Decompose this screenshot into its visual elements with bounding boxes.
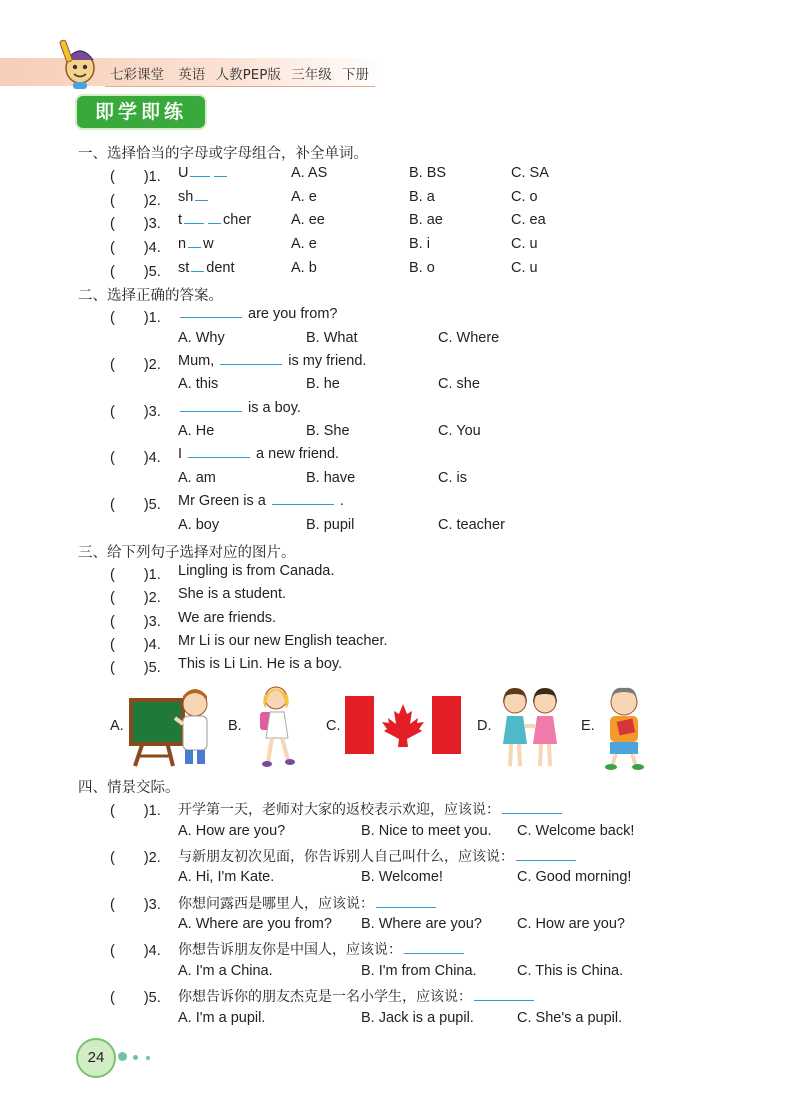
option-a: A. I'm a China. <box>178 962 273 979</box>
option-c: C. is <box>438 469 467 486</box>
answer-paren: ( )1. <box>110 803 161 819</box>
answer-paren: ( )1. <box>110 169 161 185</box>
pic-label-b: B. <box>228 718 242 734</box>
word-stem <box>178 165 229 181</box>
header-subject: 英语 <box>178 67 206 83</box>
option-b: B. Nice to meet you. <box>361 822 492 839</box>
header-series: 七彩课堂 <box>110 67 164 83</box>
word-stem <box>178 260 235 276</box>
answer-paren: ( )5. <box>110 497 161 514</box>
option-c: C. How are you? <box>517 916 625 933</box>
option-c: C. u <box>511 259 538 276</box>
word-part-b: dent <box>206 259 235 276</box>
answer-paren: ( )3. <box>110 403 161 420</box>
answer-blank[interactable] <box>404 952 464 954</box>
answer-paren: ( )2. <box>110 192 161 209</box>
word-part-a: t <box>178 212 183 229</box>
question-post: is a boy. <box>248 399 301 416</box>
question-text <box>178 306 337 322</box>
answer-paren: ( )4. <box>110 240 161 257</box>
option-a: A. am <box>178 469 216 486</box>
option-b: B. i <box>409 236 430 253</box>
question-pre: I <box>178 446 183 463</box>
option-b: B. ae <box>409 212 443 229</box>
answer-blank[interactable] <box>474 999 534 1001</box>
sentence-text: We are friends. <box>178 609 277 626</box>
answer-blank[interactable] <box>516 859 576 861</box>
word-part-a: n <box>178 236 187 253</box>
situation-text <box>178 799 564 819</box>
answer-paren: ( )4. <box>110 636 161 653</box>
option-b: B. Where are you? <box>361 916 482 933</box>
option-c: C. she <box>438 376 480 393</box>
option-b: B. What <box>306 329 358 346</box>
question-post: is my friend. <box>288 352 367 369</box>
situation-text <box>178 846 578 866</box>
option-a: A. b <box>291 259 317 276</box>
pic-label-a: A. <box>110 718 124 734</box>
answer-blank[interactable] <box>220 363 282 365</box>
section2-title: 二、选择正确的答案。 <box>78 288 223 304</box>
question-post: are you from? <box>248 306 338 322</box>
answer-blank[interactable] <box>272 503 334 505</box>
option-c: C. Where <box>438 329 500 346</box>
pic-label-d: D. <box>477 718 492 734</box>
section3-title: 三、给下列句子选择对应的图片。 <box>78 545 296 561</box>
footer-dot <box>133 1055 138 1060</box>
option-a: A. e <box>291 236 317 253</box>
answer-blank[interactable] <box>502 812 562 814</box>
option-a: A. Hi, I'm Kate. <box>178 869 275 886</box>
situation-question: 与新朋友初次见面，你告诉别人自己叫什么，应该说： <box>178 848 514 865</box>
option-a: A. Where are you from? <box>178 916 332 933</box>
answer-paren: ( )5. <box>110 263 161 280</box>
pic-label-e: E. <box>581 718 595 734</box>
word-part-a: U <box>178 165 189 181</box>
letter-blank[interactable] <box>190 175 210 177</box>
page-number: 24 <box>76 1038 116 1078</box>
header-rule <box>105 86 375 87</box>
practice-badge: 即学即练 <box>77 96 205 128</box>
situation-question: 你想问露西是哪里人，应该说： <box>178 895 374 912</box>
answer-paren: ( )3. <box>110 613 161 630</box>
option-c: C. ea <box>511 212 546 229</box>
letter-blank[interactable] <box>184 222 204 224</box>
word-part-b: cher <box>223 212 252 229</box>
option-c: C. This is China. <box>517 962 624 979</box>
option-a: A. He <box>178 423 215 440</box>
option-a: A. boy <box>178 516 220 533</box>
footer-dot <box>118 1052 127 1061</box>
option-b: B. pupil <box>306 516 355 533</box>
sentence-text: Mr Li is our new English teacher. <box>178 632 388 649</box>
option-c: C. She's a pupil. <box>517 1009 623 1026</box>
option-c: C. Good morning! <box>517 869 632 886</box>
question-text <box>178 353 366 369</box>
option-b: B. have <box>306 469 356 486</box>
pic-label-c: C. <box>326 718 341 734</box>
option-c: C. teacher <box>438 516 505 533</box>
answer-paren: ( )4. <box>110 943 161 960</box>
option-b: B. he <box>306 376 340 393</box>
header-volume: 下册 <box>342 67 369 83</box>
answer-blank[interactable] <box>180 316 242 318</box>
option-a: A. I'm a pupil. <box>178 1009 266 1026</box>
answer-paren: ( )2. <box>110 590 161 607</box>
option-a: A. Why <box>178 329 225 346</box>
sentence-text: This is Li Lin. He is a boy. <box>178 656 343 673</box>
header-grade: 三年级 <box>291 67 332 83</box>
header-edition: 人教PEP版 <box>215 67 281 83</box>
option-b: B. BS <box>409 165 447 181</box>
option-c: C. SA <box>511 165 549 181</box>
two-friends-picture <box>497 682 565 772</box>
option-c: C. You <box>438 423 481 440</box>
option-a: A. How are you? <box>178 822 286 839</box>
question-text <box>178 493 344 509</box>
girl-student-picture <box>250 682 300 770</box>
word-stem <box>178 236 214 252</box>
answer-paren: ( )5. <box>110 990 161 1007</box>
option-a: A. ee <box>291 212 325 229</box>
letter-blank[interactable] <box>188 246 201 248</box>
option-b: B. She <box>306 423 350 440</box>
answer-paren: ( )1. <box>110 567 161 583</box>
situation-question: 开学第一天，老师对大家的返校表示欢迎，应该说： <box>178 802 500 818</box>
answer-paren: ( )5. <box>110 660 161 677</box>
answer-paren: ( )3. <box>110 896 161 913</box>
question-post: . <box>339 493 344 510</box>
question-text <box>178 400 301 416</box>
option-b: B. I'm from China. <box>361 962 477 979</box>
option-c: C. o <box>511 188 538 205</box>
section4-title: 四、情景交际。 <box>78 780 180 796</box>
situation-text <box>178 893 438 913</box>
header-title <box>110 63 379 83</box>
teacher-blackboard-picture <box>125 682 215 767</box>
section1-title: 一、选择恰当的字母或字母组合，补全单词。 <box>78 146 368 162</box>
question-pre: Mr Green is a <box>178 493 266 510</box>
sentence-text: Lingling is from Canada. <box>178 563 335 579</box>
mascot-icon <box>55 38 105 90</box>
letter-blank[interactable] <box>191 270 204 272</box>
canada-flag-picture <box>345 696 461 754</box>
letter-blank[interactable] <box>208 222 221 224</box>
boy-picture <box>598 682 648 770</box>
answer-paren: ( )3. <box>110 216 161 233</box>
option-b: B. o <box>409 259 435 276</box>
answer-blank[interactable] <box>376 906 436 908</box>
answer-paren: ( )2. <box>110 356 161 373</box>
sentence-text: She is a student. <box>178 586 287 603</box>
situation-text <box>178 986 536 1006</box>
answer-blank[interactable] <box>188 456 250 458</box>
answer-blank[interactable] <box>180 410 242 412</box>
option-b: B. Welcome! <box>361 869 443 886</box>
situation-text <box>178 939 466 959</box>
answer-paren: ( )2. <box>110 849 161 866</box>
answer-paren: ( )1. <box>110 310 161 326</box>
letter-blank[interactable] <box>195 199 208 201</box>
question-pre: Mum, <box>178 352 215 369</box>
word-stem <box>178 189 210 205</box>
situation-question: 你想告诉朋友你是中国人，应该说： <box>178 942 402 959</box>
option-c: C. u <box>511 236 538 253</box>
footer-dot <box>146 1056 150 1060</box>
word-part-b: w <box>203 236 214 253</box>
option-a: A. AS <box>291 165 328 181</box>
word-part-a: st <box>178 259 190 276</box>
option-b: B. Jack is a pupil. <box>361 1009 474 1026</box>
question-post: a new friend. <box>256 446 340 463</box>
option-a: A. e <box>291 188 317 205</box>
option-b: B. a <box>409 188 435 205</box>
letter-blank[interactable] <box>214 175 227 177</box>
question-text <box>178 446 339 462</box>
word-stem <box>178 212 251 228</box>
option-a: A. this <box>178 376 219 393</box>
situation-question: 你想告诉你的朋友杰克是一名小学生，应该说： <box>178 989 472 1006</box>
answer-paren: ( )4. <box>110 450 161 467</box>
word-part-a: sh <box>178 188 194 205</box>
option-c: C. Welcome back! <box>517 822 635 839</box>
